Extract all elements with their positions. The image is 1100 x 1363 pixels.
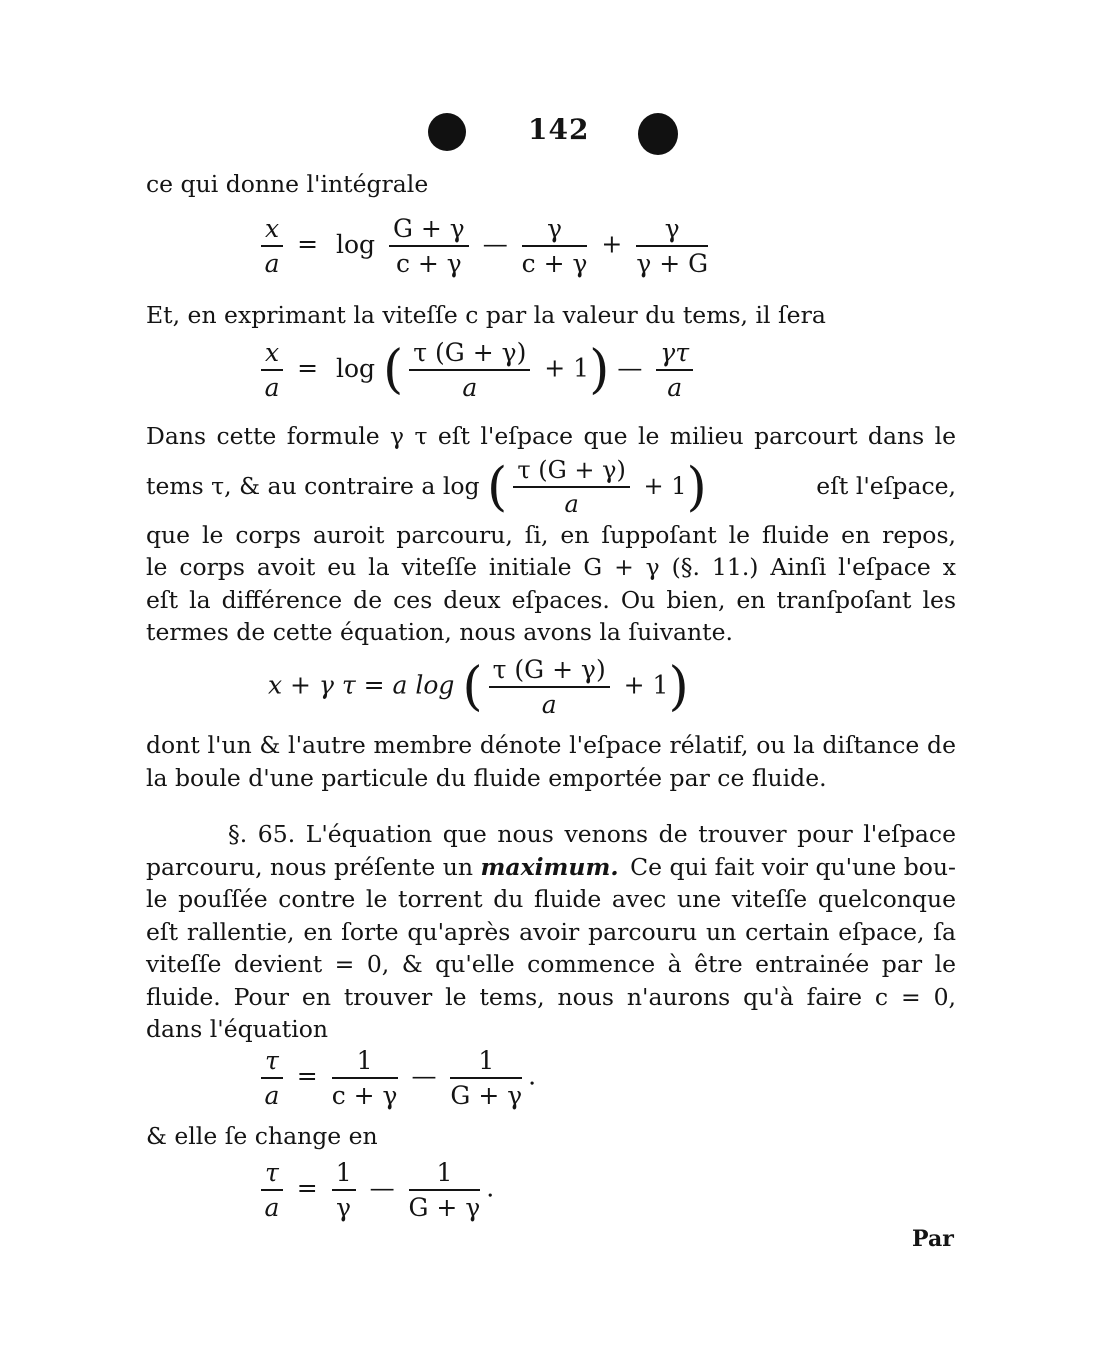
fraction: $\frac{\tau}{a}$ bbox=[261, 1158, 283, 1222]
text-line: fluide. Pour en trouver le tems, nous n'aurons qu'à faire c = 0, bbox=[146, 982, 956, 1011]
text-line: ce qui donne l'intégrale bbox=[146, 170, 429, 198]
paragraph-intro bbox=[146, 168, 956, 201]
paragraph-formule bbox=[146, 420, 956, 649]
text-line: Et, en exprimant la viteſſe c par la valeur du tems, il ſera bbox=[146, 301, 826, 329]
fraction: $\frac{G + \gamma}{c + \gamma}$ bbox=[389, 214, 469, 278]
text-line: la boule d'une particule du fluide emportée par ce fluide. bbox=[146, 763, 827, 792]
text-line: parcouru, nous préſente un maximum. Ce qui fait voir qu'une bou- bbox=[146, 852, 956, 881]
fraction: $\frac{\tau (G + \gamma)}{a}$ bbox=[409, 338, 530, 402]
paragraph-tems bbox=[146, 299, 956, 332]
page-number: 142 bbox=[528, 113, 590, 146]
equation-3: x + γ τ = a log ( $\frac{\tau (G + \gamma)}{a}$ + 1) bbox=[268, 655, 689, 719]
text-line: que le corps auroit parcouru, ſi, en ſuppoſant le fluide en repos, bbox=[146, 520, 956, 549]
text-line: §. 65. L'équation que nous venons de trouver pour l'eſpace bbox=[228, 820, 956, 848]
text-line: eſt la différence de ces deux eſpaces. Ou bien, en tranſpoſant les bbox=[146, 585, 956, 614]
fraction: $\frac{1}{\gamma}$ bbox=[332, 1158, 356, 1222]
equation-5: $\frac{\tau}{a}$ = $\frac{1}{\gamma}$ — $\frac{1}{G + \gamma}$ . bbox=[255, 1158, 494, 1222]
catchword: Par bbox=[912, 1226, 954, 1252]
fraction: $\frac{x}{a}$ bbox=[261, 214, 283, 278]
text-line: dont l'un & l'autre membre dénote l'eſpace rélatif, ou la diſtance de bbox=[146, 731, 956, 759]
ornament-left-icon bbox=[428, 113, 466, 151]
fraction: $\frac{\tau (G + \gamma)}{a}$ bbox=[513, 456, 630, 518]
fraction: $\frac{\tau}{a}$ bbox=[261, 1046, 283, 1110]
equation-1: $\frac{x}{a}$ = log $\frac{G + \gamma}{c + \gamma}$ — $\frac{\gamma}{c + \gamma}$ + $\frac{\gamma}{\gamma + G}$ bbox=[255, 214, 714, 278]
text-line: viteſſe devient = 0, & qu'elle commence à être entrainée par le bbox=[146, 950, 956, 978]
ornament-right-icon bbox=[638, 113, 678, 155]
text-line: termes de cette équation, nous avons la ſuivante. bbox=[146, 618, 733, 646]
equation-2: $\frac{x}{a}$ = log ( $\frac{\tau (G + \gamma)}{a}$ + 1) — $\frac{\gamma\tau}{a}$ bbox=[255, 338, 699, 402]
equation-4: $\frac{\tau}{a}$ = $\frac{1}{c + \gamma}$ — $\frac{1}{G + \gamma}$ . bbox=[255, 1046, 536, 1110]
paragraph-section-65 bbox=[146, 818, 956, 1046]
paragraph-change bbox=[146, 1120, 956, 1153]
text-line: & elle ſe change en bbox=[146, 1122, 378, 1150]
inline-formula: ( $\frac{\tau (G + \gamma)}{a}$ + 1) bbox=[487, 456, 707, 518]
text-line: le corps avoit eu la viteſſe initiale G + γ (§. 11.) Ainſi l'eſpace x bbox=[146, 553, 956, 581]
fraction: $\frac{1}{G + \gamma}$ bbox=[450, 1046, 523, 1110]
text-line: Dans cette formule γ τ eſt l'eſpace que le milieu parcourt dans le bbox=[146, 422, 956, 450]
fraction: $\frac{\gamma\tau}{a}$ bbox=[656, 338, 693, 402]
fraction: $\frac{x}{a}$ bbox=[261, 338, 283, 402]
fraction: $\frac{1}{G + \gamma}$ bbox=[408, 1158, 481, 1222]
text-line: eſt rallentie, en ſorte qu'après avoir parcouru un certain eſpace, ſa bbox=[146, 917, 956, 946]
text-line: le pouſſée contre le torrent du fluide avec une viteſſe quelconque bbox=[146, 885, 956, 913]
text-line: dans l'équation bbox=[146, 1015, 329, 1043]
fraction: $\frac{1}{c + \gamma}$ bbox=[331, 1046, 398, 1110]
fraction: $\frac{\gamma}{c + \gamma}$ bbox=[521, 214, 588, 278]
fraction: $\frac{\tau (G + \gamma)}{a}$ bbox=[489, 655, 610, 719]
fraction: $\frac{\gamma}{\gamma + G}$ bbox=[636, 214, 709, 278]
paragraph-membre bbox=[146, 729, 956, 794]
text-line-with-formula: tems τ, & au contraire a log ( $\frac{\tau (G + \gamma)}{a}$ + 1) eſt l'eſpace, bbox=[146, 456, 956, 518]
emphasis-maximum: maximum. bbox=[480, 852, 619, 881]
